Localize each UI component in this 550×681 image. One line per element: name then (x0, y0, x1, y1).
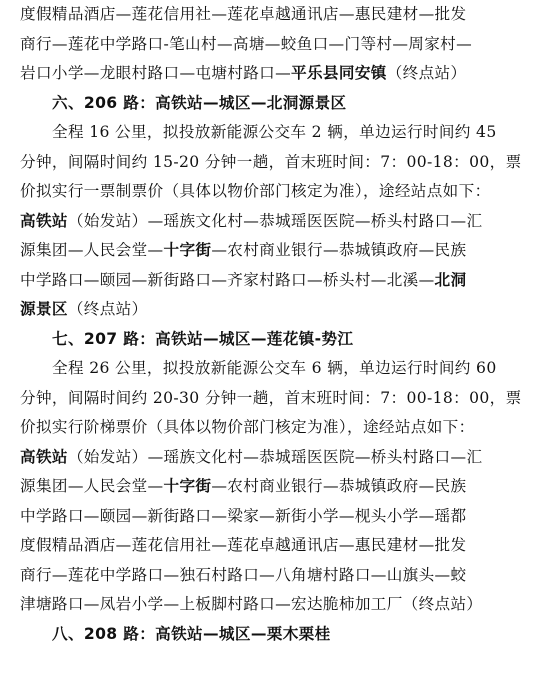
route-206-stops-line-1 (20, 207, 534, 237)
start-stop-bold: 高铁站 (20, 211, 68, 230)
stops-text: （始发站）—瑶族文化村—恭城瑶医医院—桥头村路口—汇 (67, 211, 483, 230)
route-206-prev-stops-line-1: 度假精品酒店—莲花信用社—莲花卓越通讯店—惠民建材—批发 (20, 5, 467, 23)
route-206-desc-line-3: 价拟实行一票制票价（具体以物价部门核定为准），途经站点如下： (20, 182, 491, 200)
stops-text: —农村商业银行—恭城镇政府—民族 (211, 477, 467, 495)
terminal-stop-bold: 北洞 (434, 270, 467, 289)
route-206-prev-stops-line-2: 商行—莲花中学路口-笔山村—高塘—蛟鱼口—门等村—周家村— (20, 34, 473, 53)
terminal-stop-bold: 平乐县同安镇 (291, 64, 387, 82)
route-206-desc-line-2: 分钟，间隔时间约 15-20 分钟一趟，首末班时间：7：00-18：00，票 (20, 152, 522, 171)
route-207-desc-line-3: 价拟实行阶梯票价（具体以物价部门核定为准），途经站点如下： (20, 418, 475, 436)
route-206-prev-stops-line-3 (20, 59, 534, 89)
route-206-stops-line-4 (20, 295, 534, 325)
route-206-stops-line-2 (20, 236, 534, 266)
stops-text: 源集团—人民会堂— (20, 477, 164, 495)
route-207-stops-line-3: 中学路口—颐园—新街路口—梁家—新街小学—枧头小学—瑶都 (20, 506, 467, 525)
terminal-note: （终点站） (67, 300, 148, 318)
section-heading-206: 六、206 路：高铁站—城区—北洞源景区 (52, 93, 347, 112)
route-206-stops-line-3 (20, 266, 534, 296)
route-206-desc-line-1: 全程 16 公里，拟投放新能源公交车 2 辆，单边运行时间约 45 (52, 123, 497, 141)
terminal-note: （终点站） (386, 64, 467, 82)
stops-text: （始发站）—瑶族文化村—恭城瑶医医院—桥头村路口—汇 (67, 447, 483, 466)
route-207-stops-line-1 (20, 443, 534, 473)
stops-text: 源集团—人民会堂— (20, 241, 164, 259)
section-heading-208: 八、208 路：高铁站—城区—栗木栗桂 (52, 624, 331, 643)
stops-text: 岩口小学—龙眼村路口—屯塘村路口— (20, 64, 292, 82)
section-heading-207: 七、207 路：高铁站—城区—莲花镇-势江 (52, 329, 354, 348)
shizijie-bold: 十字街 (163, 477, 212, 495)
route-207-stops-line-5: 商行—莲花中学路口—独石村路口—八角塘村路口—山旗头—蛟 (20, 565, 467, 584)
route-207-stops-line-6: 津塘路口—凤岩小学—上板脚村路口—宏达脆柿加工厂（终点站） (20, 595, 483, 613)
stops-text: —农村商业银行—恭城镇政府—民族 (211, 241, 467, 259)
start-stop-bold: 高铁站 (20, 447, 68, 466)
stops-text: 中学路口—颐园—新街路口—齐家村路口—桥头村—北溪— (20, 270, 435, 289)
route-207-stops-line-4: 度假精品酒店—莲花信用社—莲花卓越通讯店—惠民建材—批发 (20, 536, 467, 554)
shizijie-bold: 十字街 (163, 241, 212, 259)
route-207-desc-line-1: 全程 26 公里，拟投放新能源公交车 6 辆，单边运行时间约 60 (52, 359, 497, 377)
route-207-desc-line-2: 分钟，间隔时间约 20-30 分钟一趟，首末班时间：7：00-18：00，票 (20, 388, 522, 407)
route-207-stops-line-2 (20, 472, 534, 502)
terminal-stop-bold: 源景区 (20, 300, 68, 318)
